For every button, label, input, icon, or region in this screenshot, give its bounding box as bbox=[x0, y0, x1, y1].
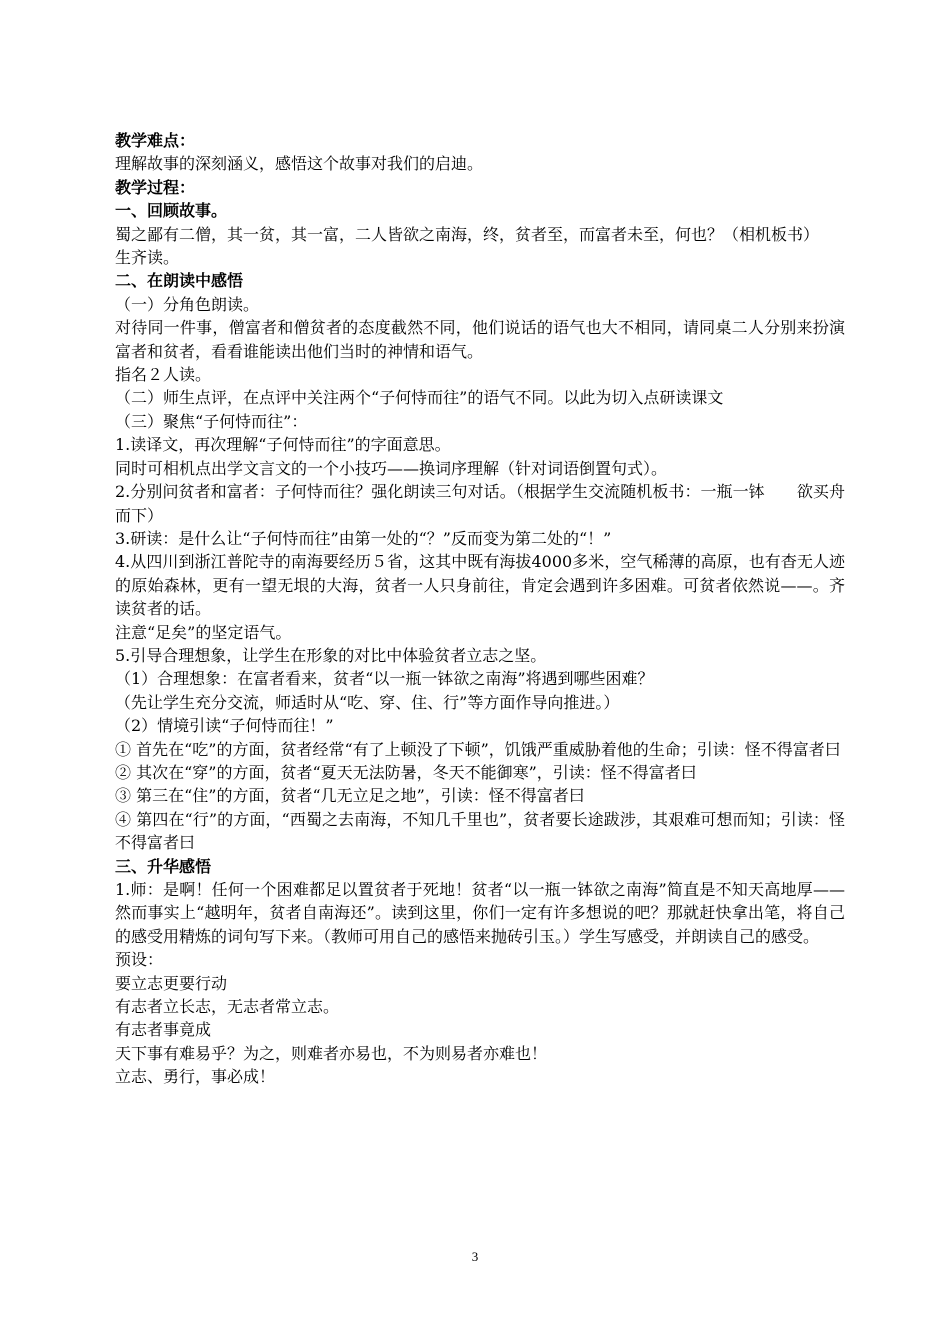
paragraph: 有志者立长志，无志者常立志。 bbox=[115, 997, 340, 1017]
paragraph: 2.分别问贫者和富者：子何恃而往？强化朗读三句对话。（根据学生交流随机板书：一瓶一钵 欲买舟而下） bbox=[115, 482, 845, 525]
paragraph: （三）聚焦“子何恃而往”： bbox=[115, 411, 308, 431]
document-body bbox=[115, 129, 845, 1089]
paragraph: （先让学生充分交流，师适时从“吃、穿、住、行”等方面作导向推进。） bbox=[115, 692, 620, 712]
paragraph: 有志者事竟成 bbox=[115, 1020, 212, 1040]
paragraph: 理解故事的深刻涵义，感悟这个故事对我们的启迪。 bbox=[115, 154, 484, 174]
section-heading-reading: 二、在朗读中感悟 bbox=[115, 271, 244, 291]
paragraph: 4.从四川到浙江普陀寺的南海要经历５省，这其中既有海拔4000多米，空气稀薄的高原，也有杳无人迹的原始森林，更有一望无垠的大海，贫者一人只身前往，肯定会遇到许多困难。可贫者依然说——。齐读贫者的话。 bbox=[115, 552, 845, 619]
paragraph: ③ 第三在“住”的方面，贫者“几无立足之地”，引读：怪不得富者曰 bbox=[115, 786, 585, 806]
paragraph: 指名２人读。 bbox=[115, 365, 212, 385]
page-number: 3 bbox=[471, 1249, 479, 1264]
paragraph: 5.引导合理想象，让学生在形象的对比中体验贫者立志之坚。 bbox=[115, 645, 547, 665]
section-heading-sublimation: 三、升华感悟 bbox=[115, 856, 212, 876]
paragraph: 天下事有难易乎？为之，则难者亦易也，不为则易者亦难也！ bbox=[115, 1043, 548, 1063]
paragraph: 1.师：是啊！任何一个困难都足以置贫者于死地！贫者“以一瓶一钵欲之南海”简直是不知天高地厚——然而事实上“越明年，贫者自南海还”。读到这里，你们一定有许多想说的吧？那就赶快拿出笔，将自己的感受用精炼的词句写下来。（教师可用自己的感悟来抛砖引玉。）学生写感受，并朗读自己的感受。 bbox=[115, 880, 845, 946]
paragraph: 生齐读。 bbox=[115, 248, 180, 268]
paragraph: （2）情境引读“子何恃而往！” bbox=[115, 716, 334, 736]
paragraph: ④ 第四在“行”的方面，“西蜀之去南海，不知几千里也”，贫者要长途跋涉，其艰难可想而知；引读：怪不得富者曰 bbox=[115, 809, 845, 853]
heading-teaching-process: 教学过程： bbox=[115, 177, 196, 197]
paragraph: 对待同一件事，僧富者和僧贫者的态度截然不同，他们说话的语气也大不相同，请同桌二人分别来扮演富者和贫者，看看谁能读出他们当时的神情和语气。 bbox=[115, 318, 845, 361]
paragraph: （二）师生点评，在点评中关注两个“子何恃而往”的语气不同。以此为切入点研读课文 bbox=[115, 388, 724, 408]
paragraph: 立志、勇行，事必成！ bbox=[115, 1067, 276, 1087]
paragraph: （1）合理想象：在富者看来，贫者“以一瓶一钵欲之南海”将遇到哪些困难？ bbox=[115, 669, 654, 689]
paragraph: 1.读译文，再次理解“子何恃而往”的字面意思。 bbox=[115, 435, 451, 455]
paragraph: 同时可相机点出学文言文的一个小技巧——换词序理解（针对词语倒置句式）。 bbox=[115, 458, 668, 478]
paragraph: 预设： bbox=[115, 950, 164, 970]
paragraph: 3.研读：是什么让“子何恃而往”由第一处的“？”反而变为第二处的“！” bbox=[115, 528, 612, 548]
section-heading-review: 一、回顾故事。 bbox=[115, 201, 228, 221]
paragraph: 要立志更要行动 bbox=[115, 973, 228, 993]
paragraph: ① 首先在“吃”的方面，贫者经常“有了上顿没了下顿”，饥饿严重威胁着他的生命；引读：怪不得富者曰 bbox=[115, 739, 841, 759]
paragraph: 注意“足矣”的坚定语气。 bbox=[115, 622, 292, 642]
paragraph: 蜀之鄙有二僧，其一贫，其一富，二人皆欲之南海，终，贫者至，而富者未至，何也？（相机板书） bbox=[115, 224, 820, 244]
paragraph: ② 其次在“穿”的方面，贫者“夏天无法防暑，冬天不能御寒”，引读：怪不得富者曰 bbox=[115, 762, 697, 782]
paragraph: （一）分角色朗读。 bbox=[115, 294, 260, 314]
heading-teaching-difficulty: 教学难点： bbox=[115, 131, 196, 150]
